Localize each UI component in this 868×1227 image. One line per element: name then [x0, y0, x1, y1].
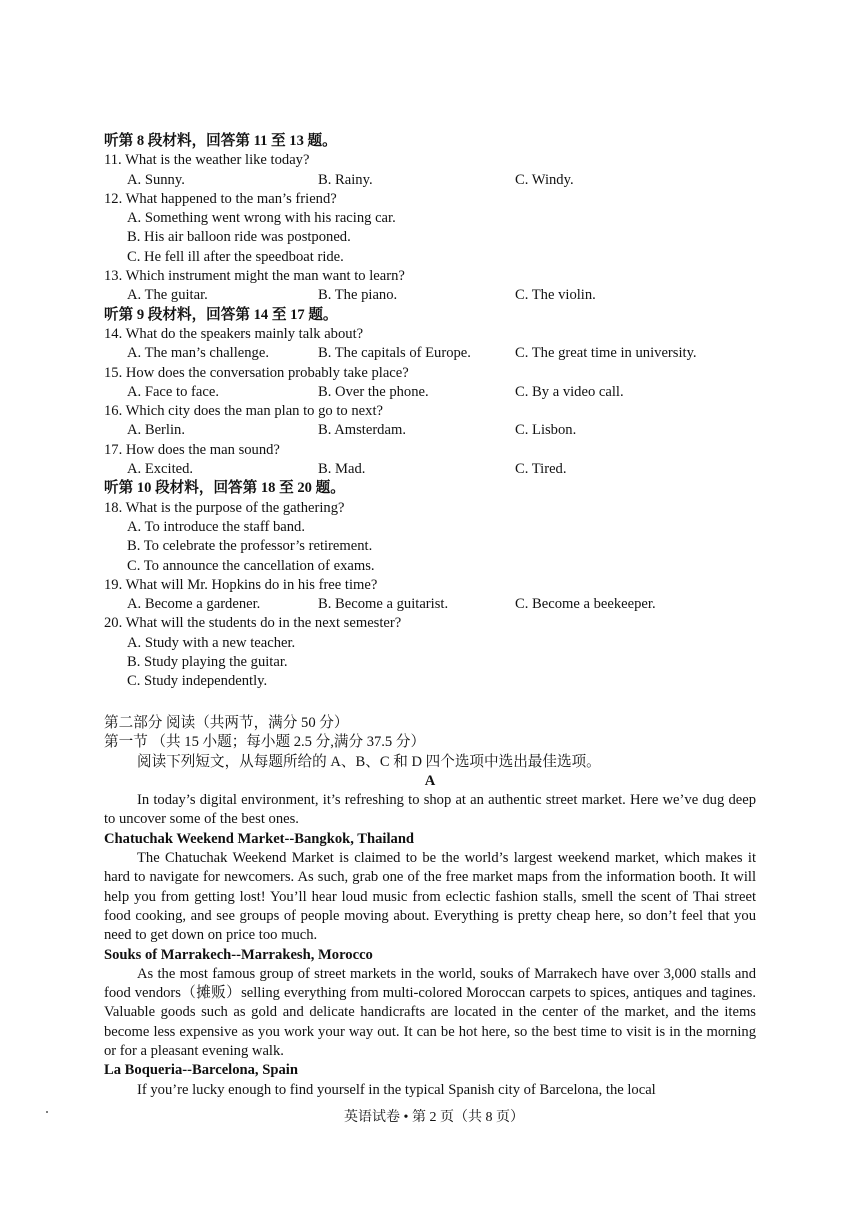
market-heading-1: Chatuchak Weekend Market--Bangkok, Thailand — [104, 830, 415, 847]
question-16: 16. Which city does the man plan to go to next? — [104, 403, 383, 420]
option-c: C. He fell ill after the speedboat ride. — [127, 248, 344, 265]
option-b: B. The piano. — [318, 287, 398, 304]
option-b: B. Study playing the guitar. — [127, 654, 288, 671]
option-c: C. By a video call. — [515, 383, 624, 400]
question-19: 19. What will Mr. Hopkins do in his free time? — [104, 576, 378, 593]
market-heading-3: La Boqueria--Barcelona, Spain — [104, 1062, 298, 1079]
option-c: C. Lisbon. — [515, 422, 577, 439]
passage-intro: In today’s digital environment, it’s refreshing to shop at an authentic street market. Here we’ve dug deep to uncover some of the best ones. — [104, 792, 756, 828]
option-b: B. Become a guitarist. — [318, 596, 449, 613]
question-13: 13. Which instrument might the man want to learn? — [104, 268, 405, 285]
option-c: C. Tired. — [515, 461, 567, 478]
question-20: 20. What will the students do in the next semester? — [104, 615, 402, 632]
option-c: C. Study independently. — [127, 673, 268, 690]
question-15-options — [104, 383, 756, 402]
question-14-options — [104, 344, 756, 363]
option-a: A. The guitar. — [127, 287, 208, 304]
question-12: 12. What happened to the man’s friend? — [104, 190, 337, 207]
page-footer: 英语试卷 • 第 2 页（共 8 页） — [344, 1110, 524, 1125]
part10-header: 听第 10 段材料，回答第 18 至 20 题。 — [104, 480, 345, 497]
option-b: B. Over the phone. — [318, 383, 429, 400]
option-c: C. The violin. — [515, 287, 596, 304]
question-16-options — [104, 421, 756, 440]
option-c: C. Become a beekeeper. — [515, 596, 656, 613]
option-a: A. Become a gardener. — [127, 596, 261, 613]
market-paragraph-3: If you’re lucky enough to find yourself in the typical Spanish city of Barcelona, the local — [137, 1081, 656, 1098]
part8-header: 听第 8 段材料，回答第 11 至 13 题。 — [104, 133, 337, 149]
listening-section — [104, 132, 756, 692]
market-paragraph-1: The Chatuchak Weekend Market is claimed to be the world’s largest weekend market, which makes it hard to navigate for newcomers. As such, grab one of the free market maps from the information booth. It will help you from getting lost! You’ll hear loud music from eclectic fashion stalls, smell the scent of Thai street food cooking, and see groups of people moving about. Everything is pretty cheap here, so don’t feel that you need to get down on price too much. — [104, 850, 756, 944]
question-11: 11. What is the weather like today? — [104, 152, 310, 169]
reading-section-title: 第一节 （共 15 小题；每小题 2.5 分,满分 37.5 分） — [104, 734, 426, 751]
option-b: B. To celebrate the professor’s retirement. — [127, 538, 373, 555]
option-b: B. The capitals of Europe. — [318, 345, 471, 362]
option-b: B. Amsterdam. — [318, 422, 406, 439]
question-14: 14. What do the speakers mainly talk about? — [104, 325, 364, 342]
question-15: 15. How does the conversation probably take place? — [104, 364, 409, 381]
market-paragraph-2: As the most famous group of street markets in the world, souks of Marrakech have over 3,000 stalls and food vendors（摊贩）selling everything from multi-colored Moroccan carpets to spices, antiques and tagines. Valuable goods such as gold and delicate handicrafts are located in the center of the market, and the items become less expensive as you work your way out. It can be hot here, so the best time to visit is in the morning or for a pleasant evening walk. — [104, 965, 756, 1060]
question-18: 18. What is the purpose of the gathering? — [104, 499, 345, 516]
option-c: C. To announce the cancellation of exams. — [127, 557, 375, 574]
question-17-options — [104, 460, 756, 479]
option-a: A. Study with a new teacher. — [127, 634, 296, 651]
option-a: A. Berlin. — [127, 422, 185, 439]
market-heading-2: Souks of Marrakech--Marrakesh, Morocco — [104, 946, 373, 963]
question-19-options — [104, 595, 756, 614]
reading-instruction: 阅读下列短文，从每题所给的 A、B、C 和 D 四个选项中选出最佳选项。 — [137, 753, 601, 770]
option-c: C. Windy. — [515, 171, 574, 188]
option-a: A. Excited. — [127, 461, 194, 478]
reading-section — [104, 714, 756, 1100]
reading-part-title: 第二部分 阅读（共两节，满分 50 分） — [104, 715, 349, 731]
question-11-options — [104, 171, 756, 190]
option-a: A. Face to face. — [127, 383, 219, 400]
part9-header: 听第 9 段材料，回答第 14 至 17 题。 — [104, 306, 338, 323]
question-17: 17. How does the man sound? — [104, 441, 280, 458]
option-b: B. His air balloon ride was postponed. — [127, 229, 351, 246]
question-13-options — [104, 286, 756, 305]
option-b: B. Rainy. — [318, 171, 373, 188]
option-a: A. Something went wrong with his racing car. — [127, 210, 396, 227]
option-c: C. The great time in university. — [515, 345, 697, 362]
option-b: B. Mad. — [318, 461, 366, 478]
option-a: A. To introduce the staff band. — [127, 518, 305, 535]
option-a: A. The man’s challenge. — [127, 345, 269, 362]
passage-label: A — [424, 772, 436, 789]
option-a: A. Sunny. — [127, 171, 185, 188]
